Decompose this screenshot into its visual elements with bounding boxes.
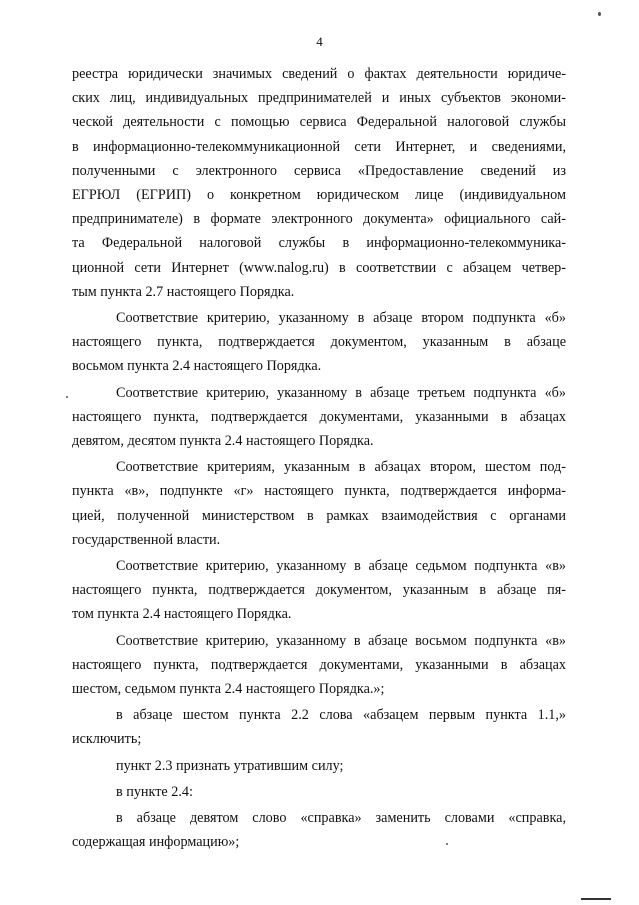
paragraph: [72, 306, 566, 379]
scan-speck: [446, 843, 448, 845]
text-line: пункт 2.3 признать утратившим силу;: [116, 757, 344, 774]
text-line: тым пункта 2.7 настоящего Порядка.: [72, 283, 295, 300]
text-line: восьмом пункта 2.4 настоящего Порядка.: [72, 358, 322, 375]
paragraph: [72, 780, 566, 804]
text-line: ских лиц, индивидуальных предпринимателей и иных субъектов экономи-: [72, 90, 566, 107]
scan-edge-mark: [581, 898, 611, 900]
text-line: ческой деятельности с помощью сервиса Федеральной налоговой службы: [72, 114, 566, 131]
paragraph: [72, 62, 566, 304]
paragraph: [72, 806, 566, 854]
text-line: в абзаце шестом пункта 2.2 слова «абзацем первым пункта 1.1,»: [116, 707, 566, 724]
text-line: ЕГРЮЛ (ЕГРИП) о конкретном юридическом лице (индивидуальном: [72, 187, 566, 204]
text-line: исключить;: [72, 731, 142, 748]
text-line: реестра юридически значимых сведений о фактах деятельности юридиче-: [72, 66, 566, 82]
text-line: предпринимателе) в формате электронного документа» официального сай-: [72, 211, 566, 228]
text-line: том пункта 2.4 настоящего Порядка.: [72, 606, 292, 623]
scan-speck: [66, 396, 68, 398]
scan-speck: [598, 12, 601, 16]
text-line: государственной власти.: [72, 531, 221, 548]
paragraph: [72, 554, 566, 627]
document-body: [72, 62, 566, 857]
text-line: Соответствие критерию, указанному в абзаце восьмом подпункта «в»: [116, 632, 566, 649]
text-line: настоящего пункта, подтверждается документом, указанным в абзаце пя-: [72, 582, 566, 599]
text-line: настоящего пункта, подтверждается документами, указанными в абзацах: [72, 656, 566, 673]
page-number: 4: [316, 34, 323, 49]
text-line: в пункте 2.4:: [116, 783, 193, 800]
text-line: в абзаце девятом слово «справка» заменить словами «справка,: [116, 810, 566, 827]
paragraph: [72, 455, 566, 552]
text-line: шестом, седьмом пункта 2.4 настоящего Порядка.»;: [72, 681, 385, 698]
text-line: ционной сети Интернет (www.nalog.ru) в соответствии с абзацем четвер-: [72, 259, 566, 276]
text-line: та Федеральной налоговой службы в информационно-телекоммуника-: [72, 235, 566, 252]
text-line: настоящего пункта, подтверждается документами, указанными в абзацах: [72, 408, 566, 425]
text-line: настоящего пункта, подтверждается документом, указанным в абзаце: [72, 334, 566, 351]
text-line: полученными с электронного сервиса «Предоставление сведений из: [72, 162, 566, 179]
text-line: девятом, десятом пункта 2.4 настоящего Порядка.: [72, 433, 374, 450]
text-line: Соответствие критерию, указанному в абзаце третьем подпункта «б»: [116, 384, 566, 401]
paragraph: [72, 381, 566, 454]
text-line: содержащая информацию»;: [72, 834, 240, 851]
text-line: в информационно-телекоммуникационной сети Интернет, и сведениями,: [72, 138, 566, 155]
text-line: Соответствие критериям, указанным в абзацах втором, шестом под-: [116, 459, 566, 476]
text-line: пункта «в», подпункте «г» настоящего пункта, подтверждается информа-: [72, 483, 566, 500]
text-line: Соответствие критерию, указанному в абзаце втором подпункта «б»: [116, 310, 566, 327]
text-line: цией, полученной министерством в рамках взаимодействия с органами: [72, 507, 566, 524]
paragraph: [72, 629, 566, 702]
text-line: Соответствие критерию, указанному в абзаце седьмом подпункта «в»: [116, 558, 566, 575]
paragraph: [72, 754, 566, 778]
paragraph: [72, 703, 566, 751]
